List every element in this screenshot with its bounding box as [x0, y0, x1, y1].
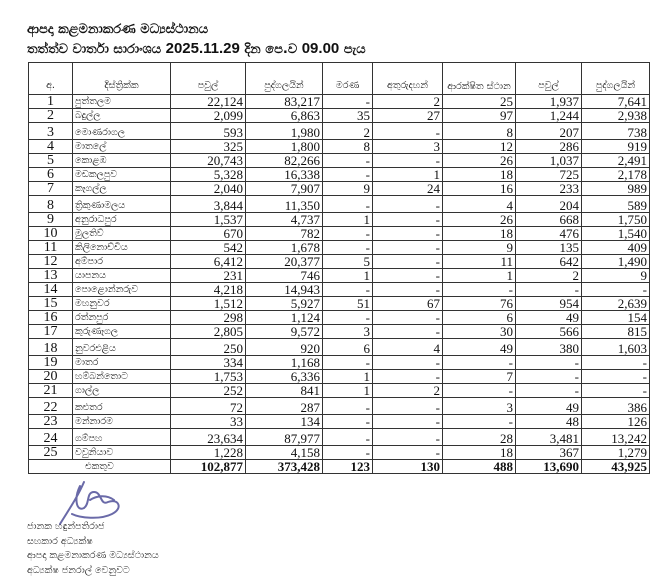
total-persons: 373,428 — [246, 460, 323, 474]
cell-sl-persons: 919 — [582, 140, 650, 154]
cell-persons: 11,350 — [246, 196, 323, 213]
cell-deaths: - — [323, 168, 373, 182]
cell-sl-families: 954 — [516, 297, 582, 311]
cell-row-number: 23 — [29, 415, 73, 429]
cell-sl-persons: 1,750 — [582, 213, 650, 227]
cell-deaths: 1 — [323, 370, 373, 384]
cell-persons: 87,977 — [246, 429, 323, 446]
table-row — [29, 182, 650, 196]
cell-missing: - — [373, 446, 443, 460]
cell-deaths: - — [323, 154, 373, 168]
total-missing: 130 — [373, 460, 443, 474]
table-row — [29, 241, 650, 255]
cell-persons: 1,124 — [246, 311, 323, 325]
cell-families: 670 — [171, 227, 246, 241]
table-row — [29, 227, 650, 241]
signatory-organization: ආපදා කළමනාකරණ මධ්‍යස්ථානය — [27, 550, 159, 561]
cell-safe-locations: 97 — [443, 109, 516, 123]
cell-district-name: බදුල්ල — [73, 109, 171, 123]
cell-missing: - — [373, 398, 443, 415]
cell-families: 2,040 — [171, 182, 246, 196]
cell-families: 542 — [171, 241, 246, 255]
cell-families: 2,099 — [171, 109, 246, 123]
cell-families: 298 — [171, 311, 246, 325]
cell-sl-families: 1,937 — [516, 95, 582, 109]
cell-missing: 27 — [373, 109, 443, 123]
cell-missing: - — [373, 269, 443, 283]
report-day-label: දින පෙ.ව — [244, 42, 298, 57]
cell-persons: 782 — [246, 227, 323, 241]
cell-deaths: - — [323, 311, 373, 325]
cell-row-number: 19 — [29, 356, 73, 370]
cell-safe-locations: 76 — [443, 297, 516, 311]
cell-sl-families: 1,037 — [516, 154, 582, 168]
cell-families: 3,844 — [171, 196, 246, 213]
report-hour-label: පැය — [343, 42, 366, 57]
cell-sl-persons: 815 — [582, 325, 650, 339]
cell-sl-persons: 154 — [582, 311, 650, 325]
col-header-persons: පුද්ගලයින් — [246, 63, 323, 95]
cell-missing: - — [373, 213, 443, 227]
table-row — [29, 196, 650, 213]
cell-families: 250 — [171, 339, 246, 356]
cell-families: 252 — [171, 384, 246, 398]
cell-district-name: යාපනය — [73, 269, 171, 283]
total-label: එකතුව — [29, 460, 171, 474]
table-row — [29, 384, 650, 398]
table-row — [29, 95, 650, 109]
cell-missing: 2 — [373, 95, 443, 109]
cell-sl-families: 286 — [516, 140, 582, 154]
cell-sl-families: 207 — [516, 123, 582, 140]
cell-persons: 6,336 — [246, 370, 323, 384]
table-row — [29, 154, 650, 168]
cell-persons: 20,377 — [246, 255, 323, 269]
cell-sl-families: 49 — [516, 398, 582, 415]
cell-district-name: නුවරඑළිය — [73, 339, 171, 356]
cell-sl-families: 135 — [516, 241, 582, 255]
cell-row-number: 4 — [29, 140, 73, 154]
cell-sl-persons: 9 — [582, 269, 650, 283]
cell-missing: - — [373, 283, 443, 297]
cell-families: 5,328 — [171, 168, 246, 182]
cell-deaths: - — [323, 446, 373, 460]
cell-sl-persons: 989 — [582, 182, 650, 196]
cell-deaths: 5 — [323, 255, 373, 269]
cell-families: 33 — [171, 415, 246, 429]
cell-row-number: 22 — [29, 398, 73, 415]
cell-sl-persons: 1,540 — [582, 227, 650, 241]
cell-sl-persons: - — [582, 356, 650, 370]
cell-persons: 14,943 — [246, 283, 323, 297]
cell-sl-families: 48 — [516, 415, 582, 429]
col-header-missing: අතුරුදහන් — [373, 63, 443, 95]
table-total-row — [29, 460, 650, 474]
cell-district-name: අම්පාර — [73, 255, 171, 269]
cell-persons: 16,338 — [246, 168, 323, 182]
cell-district-name: කොළඹ — [73, 154, 171, 168]
cell-sl-persons: 738 — [582, 123, 650, 140]
cell-deaths: 8 — [323, 140, 373, 154]
cell-persons: 4,158 — [246, 446, 323, 460]
signatory-name: ජානක හඳුන්පතිරාජ — [27, 521, 105, 532]
table-row — [29, 429, 650, 446]
cell-persons: 83,217 — [246, 95, 323, 109]
cell-deaths: - — [323, 429, 373, 446]
cell-sl-families: 668 — [516, 213, 582, 227]
cell-persons: 4,737 — [246, 213, 323, 227]
cell-families: 325 — [171, 140, 246, 154]
document-title: ආපදා කළමනාකරණ මධ්‍යස්ථානය — [27, 22, 209, 37]
cell-deaths: - — [323, 356, 373, 370]
cell-families: 1,537 — [171, 213, 246, 227]
cell-missing: - — [373, 196, 443, 213]
cell-safe-locations: 30 — [443, 325, 516, 339]
cell-families: 231 — [171, 269, 246, 283]
report-time: 09.00 — [301, 40, 340, 57]
cell-missing: 24 — [373, 182, 443, 196]
col-header-deaths: මරණ — [323, 63, 373, 95]
cell-missing: 3 — [373, 140, 443, 154]
cell-families: 22,124 — [171, 95, 246, 109]
table-row — [29, 269, 650, 283]
cell-sl-persons: - — [582, 283, 650, 297]
cell-persons: 1,800 — [246, 140, 323, 154]
cell-sl-persons: 1,490 — [582, 255, 650, 269]
cell-safe-locations: 26 — [443, 154, 516, 168]
cell-safe-locations: 9 — [443, 241, 516, 255]
cell-safe-locations: 11 — [443, 255, 516, 269]
cell-row-number: 16 — [29, 311, 73, 325]
table-row — [29, 325, 650, 339]
cell-deaths: 2 — [323, 123, 373, 140]
cell-sl-families: 367 — [516, 446, 582, 460]
signatory-on-behalf: අධ්‍යක්ෂ ජනරාල් වෙනුවට — [27, 564, 130, 576]
table-row — [29, 311, 650, 325]
cell-families: 334 — [171, 356, 246, 370]
cell-deaths: 1 — [323, 213, 373, 227]
cell-missing: - — [373, 241, 443, 255]
cell-row-number: 8 — [29, 196, 73, 213]
cell-deaths: - — [323, 415, 373, 429]
cell-sl-families: - — [516, 370, 582, 384]
cell-row-number: 5 — [29, 154, 73, 168]
cell-district-name: හම්බන්තොට — [73, 370, 171, 384]
signatory-designation: සහකාර අධ්‍යක්ෂ — [27, 535, 93, 547]
cell-district-name: ගාල්ල — [73, 384, 171, 398]
cell-safe-locations: 26 — [443, 213, 516, 227]
cell-missing: 2 — [373, 384, 443, 398]
cell-district-name: කිලිනොච්චිය — [73, 241, 171, 255]
cell-persons: 920 — [246, 339, 323, 356]
cell-sl-families: 380 — [516, 339, 582, 356]
cell-safe-locations: 4 — [443, 196, 516, 213]
col-header-no: අ. — [29, 63, 73, 95]
cell-district-name: මඩකලපුව — [73, 168, 171, 182]
cell-families: 2,805 — [171, 325, 246, 339]
cell-safe-locations: - — [443, 415, 516, 429]
cell-deaths: 6 — [323, 339, 373, 356]
cell-sl-families: 3,481 — [516, 429, 582, 446]
cell-deaths: - — [323, 196, 373, 213]
total-sl-persons: 43,925 — [582, 460, 650, 474]
cell-row-number: 25 — [29, 446, 73, 460]
cell-persons: 841 — [246, 384, 323, 398]
cell-sl-persons: 386 — [582, 398, 650, 415]
cell-row-number: 7 — [29, 182, 73, 196]
cell-safe-locations: - — [443, 384, 516, 398]
cell-deaths: 1 — [323, 384, 373, 398]
table-row — [29, 398, 650, 415]
cell-sl-persons: - — [582, 370, 650, 384]
cell-safe-locations: 12 — [443, 140, 516, 154]
cell-row-number: 6 — [29, 168, 73, 182]
cell-safe-locations: 18 — [443, 168, 516, 182]
col-header-families: පවුල් — [171, 63, 246, 95]
cell-district-name: ත්‍රිකුණාමලය — [73, 196, 171, 213]
cell-persons: 134 — [246, 415, 323, 429]
cell-sl-persons: 126 — [582, 415, 650, 429]
cell-row-number: 20 — [29, 370, 73, 384]
cell-safe-locations: 18 — [443, 446, 516, 460]
cell-safe-locations: 3 — [443, 398, 516, 415]
cell-row-number: 2 — [29, 109, 73, 123]
cell-sl-families: 2 — [516, 269, 582, 283]
cell-sl-families: 1,244 — [516, 109, 582, 123]
cell-safe-locations: 18 — [443, 227, 516, 241]
table-row — [29, 339, 650, 356]
cell-families: 1,753 — [171, 370, 246, 384]
signature-block — [27, 520, 159, 578]
report-label: තත්ත්ව වාර්තා සාරාංශය — [27, 42, 162, 57]
cell-sl-persons: - — [582, 384, 650, 398]
cell-safe-locations: 8 — [443, 123, 516, 140]
cell-sl-persons: 13,242 — [582, 429, 650, 446]
cell-sl-persons: 589 — [582, 196, 650, 213]
cell-sl-families: 566 — [516, 325, 582, 339]
situation-summary-table — [28, 62, 650, 474]
cell-row-number: 11 — [29, 241, 73, 255]
cell-district-name: වවුනියාව — [73, 446, 171, 460]
cell-district-name: කුරුණෑගල — [73, 325, 171, 339]
cell-deaths: 51 — [323, 297, 373, 311]
cell-persons: 1,980 — [246, 123, 323, 140]
cell-district-name: මාතර — [73, 356, 171, 370]
table-row — [29, 446, 650, 460]
cell-sl-families: - — [516, 283, 582, 297]
cell-missing: - — [373, 415, 443, 429]
cell-safe-locations: 6 — [443, 311, 516, 325]
table-header-row — [29, 63, 650, 95]
report-subtitle — [27, 40, 366, 57]
cell-district-name: පුත්තලම — [73, 95, 171, 109]
table-row — [29, 415, 650, 429]
cell-families: 23,634 — [171, 429, 246, 446]
cell-deaths: 3 — [323, 325, 373, 339]
cell-families: 593 — [171, 123, 246, 140]
cell-safe-locations: 16 — [443, 182, 516, 196]
col-header-safe-locations: ආරක්ෂිත ස්ථාන — [443, 63, 516, 95]
cell-sl-families: - — [516, 384, 582, 398]
cell-sl-persons: 2,938 — [582, 109, 650, 123]
cell-district-name: පොළොන්නරුව — [73, 283, 171, 297]
cell-sl-persons: 2,178 — [582, 168, 650, 182]
col-header-district: දිස්ත්‍රික්ක — [73, 63, 171, 95]
cell-row-number: 14 — [29, 283, 73, 297]
table-row — [29, 123, 650, 140]
cell-safe-locations: 25 — [443, 95, 516, 109]
cell-deaths: - — [323, 95, 373, 109]
cell-persons: 9,572 — [246, 325, 323, 339]
cell-persons: 7,907 — [246, 182, 323, 196]
cell-sl-persons: 2,639 — [582, 297, 650, 311]
cell-row-number: 12 — [29, 255, 73, 269]
cell-families: 72 — [171, 398, 246, 415]
total-families: 102,877 — [171, 460, 246, 474]
cell-deaths: 35 — [323, 109, 373, 123]
cell-persons: 1,678 — [246, 241, 323, 255]
cell-sl-persons: 1,603 — [582, 339, 650, 356]
cell-district-name: කෑගල්ල — [73, 182, 171, 196]
cell-district-name: අනුරාධපුර — [73, 213, 171, 227]
cell-missing: - — [373, 356, 443, 370]
cell-safe-locations: - — [443, 283, 516, 297]
cell-sl-families: 725 — [516, 168, 582, 182]
cell-row-number: 3 — [29, 123, 73, 140]
cell-row-number: 10 — [29, 227, 73, 241]
table-row — [29, 297, 650, 311]
cell-persons: 82,266 — [246, 154, 323, 168]
cell-sl-persons: 409 — [582, 241, 650, 255]
cell-row-number: 13 — [29, 269, 73, 283]
cell-safe-locations: 7 — [443, 370, 516, 384]
cell-row-number: 1 — [29, 95, 73, 109]
cell-district-name: මුලතිව් — [73, 227, 171, 241]
cell-safe-locations: 1 — [443, 269, 516, 283]
cell-deaths: - — [323, 398, 373, 415]
cell-persons: 5,927 — [246, 297, 323, 311]
cell-deaths: - — [323, 227, 373, 241]
total-sl-families: 13,690 — [516, 460, 582, 474]
cell-sl-persons: 7,641 — [582, 95, 650, 109]
cell-row-number: 17 — [29, 325, 73, 339]
cell-district-name: මන්නාරම — [73, 415, 171, 429]
cell-sl-persons: 1,279 — [582, 446, 650, 460]
cell-missing: - — [373, 255, 443, 269]
cell-persons: 6,863 — [246, 109, 323, 123]
cell-missing: 1 — [373, 168, 443, 182]
cell-missing: - — [373, 311, 443, 325]
cell-safe-locations: 49 — [443, 339, 516, 356]
table-row — [29, 370, 650, 384]
cell-row-number: 18 — [29, 339, 73, 356]
cell-district-name: ගම්පහ — [73, 429, 171, 446]
cell-row-number: 21 — [29, 384, 73, 398]
cell-row-number: 15 — [29, 297, 73, 311]
cell-district-name: මාතලේ — [73, 140, 171, 154]
cell-district-name: මොණරාගල — [73, 123, 171, 140]
cell-families: 20,743 — [171, 154, 246, 168]
cell-sl-persons: 2,491 — [582, 154, 650, 168]
cell-sl-families: - — [516, 356, 582, 370]
cell-missing: - — [373, 123, 443, 140]
cell-missing: - — [373, 429, 443, 446]
cell-deaths: 1 — [323, 269, 373, 283]
cell-district-name: කළුතර — [73, 398, 171, 415]
cell-sl-families: 233 — [516, 182, 582, 196]
table-row — [29, 109, 650, 123]
cell-missing: - — [373, 325, 443, 339]
report-date: 2025.11.29 — [165, 40, 240, 57]
table-row — [29, 255, 650, 269]
cell-row-number: 24 — [29, 429, 73, 446]
col-header-sl-families: පවුල් — [516, 63, 582, 95]
cell-missing: - — [373, 227, 443, 241]
cell-district-name: මහනුවර — [73, 297, 171, 311]
table-row — [29, 213, 650, 227]
cell-deaths: - — [323, 241, 373, 255]
cell-missing: 4 — [373, 339, 443, 356]
table-row — [29, 283, 650, 297]
cell-district-name: රත්නපුර — [73, 311, 171, 325]
table-row — [29, 168, 650, 182]
cell-families: 6,412 — [171, 255, 246, 269]
table-row — [29, 140, 650, 154]
cell-sl-families: 642 — [516, 255, 582, 269]
cell-persons: 287 — [246, 398, 323, 415]
cell-deaths: 9 — [323, 182, 373, 196]
cell-persons: 746 — [246, 269, 323, 283]
cell-missing: - — [373, 154, 443, 168]
cell-deaths: - — [323, 283, 373, 297]
cell-families: 4,218 — [171, 283, 246, 297]
total-deaths: 123 — [323, 460, 373, 474]
cell-row-number: 9 — [29, 213, 73, 227]
cell-sl-families: 49 — [516, 311, 582, 325]
cell-missing: 67 — [373, 297, 443, 311]
col-header-sl-persons: පුද්ගලයින් — [582, 63, 650, 95]
table-row — [29, 356, 650, 370]
cell-persons: 1,168 — [246, 356, 323, 370]
cell-sl-families: 476 — [516, 227, 582, 241]
cell-missing: - — [373, 370, 443, 384]
cell-sl-families: 204 — [516, 196, 582, 213]
total-safe-locations: 488 — [443, 460, 516, 474]
cell-families: 1,228 — [171, 446, 246, 460]
cell-families: 1,512 — [171, 297, 246, 311]
cell-safe-locations: - — [443, 356, 516, 370]
cell-safe-locations: 28 — [443, 429, 516, 446]
